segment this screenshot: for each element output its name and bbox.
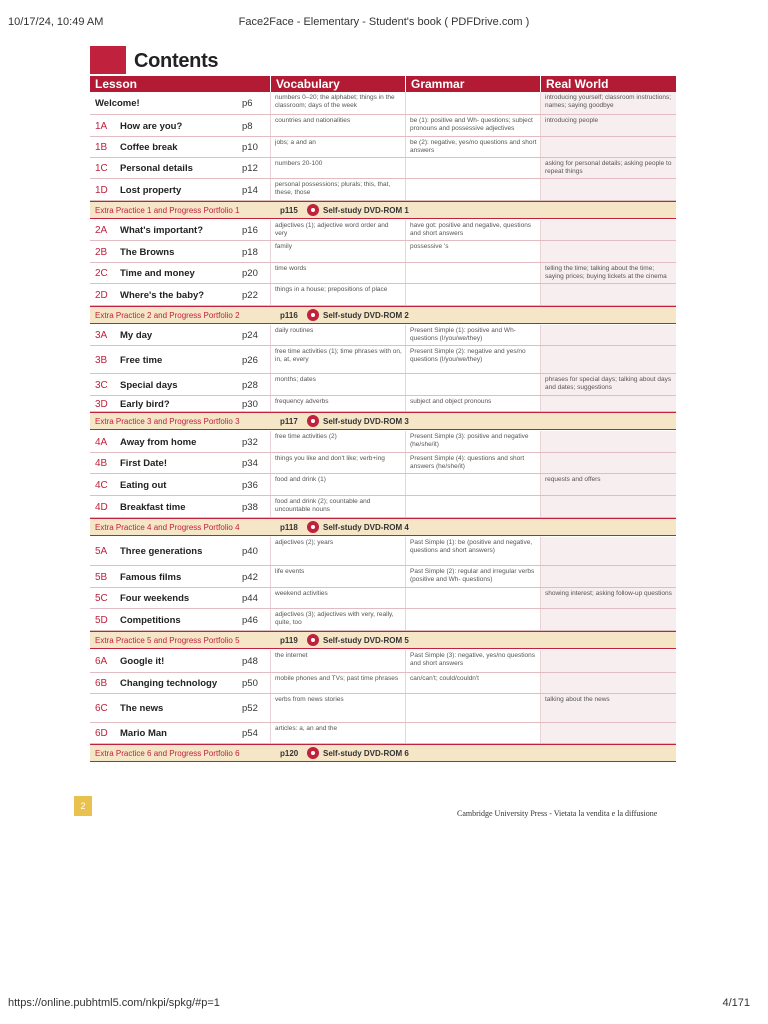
grammar-cell: be (2): negative, yes/no questions and short answers [405,137,540,157]
lesson-page: p46 [242,615,258,626]
lesson-title: Competitions [120,615,181,626]
real-world-cell [540,137,676,157]
grammar-cell [405,474,540,495]
grammar-cell: possessive 's [405,241,540,262]
lesson-title: What's important? [120,225,204,236]
lesson-code: 6B [95,678,108,689]
lesson-page: p32 [242,437,258,448]
header-real-world: Real World [540,76,676,92]
page-url: https://online.pubhtml5.com/nkpi/spkg/#p=1 [8,997,220,1009]
real-world-cell: requests and offers [540,474,676,495]
lesson-page: p38 [242,502,258,513]
lesson-code: 5A [95,546,108,557]
lesson-page: p52 [242,703,258,714]
grammar-cell [405,694,540,722]
vocabulary-cell: food and drink (1) [270,474,405,495]
vocabulary-cell: jobs; a and an [270,137,405,157]
lesson-code: 4D [95,502,108,513]
lesson-page: p22 [242,290,258,301]
lesson-code: 3A [95,330,108,341]
lesson-row [90,431,676,453]
lesson-title: Personal details [120,163,193,174]
lesson-title: Welcome! [95,98,140,109]
dvd-rom-label: Self-study DVD-ROM 5 [323,636,409,645]
lesson-code: 1D [95,185,108,196]
real-world-cell [540,241,676,262]
vocabulary-cell: life events [270,566,405,587]
dvd-icon [307,415,319,427]
lesson-page: p40 [242,546,258,557]
dvd-icon [307,747,319,759]
extra-practice-page: p120 [280,749,299,758]
real-world-cell [540,220,676,240]
grammar-cell [405,92,540,114]
vocabulary-cell: things you like and don't like; verb+ing [270,453,405,473]
lesson-code: 5C [95,593,108,604]
lesson-code: 6C [95,703,108,714]
lesson-row [90,396,676,412]
grammar-cell: have got: positive and negative, questions and short answers [405,220,540,240]
lesson-title: Mario Man [120,728,167,739]
document-title: Face2Face - Elementary - Student's book ( PDFDrive.com ) [238,16,530,28]
vocabulary-cell: free time activities (1); time phrases with on, in, at, every [270,346,405,373]
lesson-code: 2B [95,247,108,258]
grammar-cell: Present Simple (1): positive and Wh- questions (I/you/we/they) [405,325,540,345]
extra-practice-row [90,412,676,430]
vocabulary-cell: numbers 0–20; the alphabet; things in the classroom; days of the week [270,92,405,114]
dvd-rom-label: Self-study DVD-ROM 4 [323,523,409,532]
dvd-rom-label: Self-study DVD-ROM 6 [323,749,409,758]
lesson-code: 3B [95,355,108,366]
real-world-cell [540,673,676,693]
lesson-code: 2C [95,268,108,279]
lesson-page: p16 [242,225,258,236]
vocabulary-cell: verbs from news stories [270,694,405,722]
lesson-row [90,566,676,588]
extra-practice-page: p115 [280,206,298,215]
page-number-badge: 2 [74,796,92,816]
dvd-rom-label: Self-study DVD-ROM 1 [323,206,409,215]
extra-practice-label: Extra Practice 6 and Progress Portfolio 6 [95,749,240,758]
dvd-icon [307,204,319,216]
lesson-page: p28 [242,380,258,391]
lesson-row [90,346,676,374]
browser-print-footer [0,990,768,1024]
lesson-page: p18 [242,247,258,258]
grammar-cell [405,158,540,178]
grammar-cell [405,374,540,395]
lesson-page: p42 [242,572,258,583]
grammar-cell: Past Simple (3): negative, yes/no questions and short answers [405,650,540,672]
vocabulary-cell: food and drink (2); countable and uncountable nouns [270,496,405,517]
real-world-cell [540,566,676,587]
grammar-cell: Past Simple (2): regular and irregular verbs (positive and Wh- questions) [405,566,540,587]
vocabulary-cell: months; dates [270,374,405,395]
extra-practice-label: Extra Practice 4 and Progress Portfolio 4 [95,523,240,532]
lesson-row [90,650,676,673]
real-world-cell [540,453,676,473]
vocabulary-cell: adjectives (1); adjective word order and very [270,220,405,240]
lesson-page: p30 [242,399,258,410]
extra-practice-row [90,631,676,649]
lesson-row [90,158,676,179]
extra-practice-page: p116 [280,311,298,320]
lesson-row [90,588,676,609]
lesson-title: Four weekends [120,593,190,604]
lesson-row [90,474,676,496]
lesson-row [90,453,676,474]
grammar-cell: subject and object pronouns [405,396,540,411]
vocabulary-cell: family [270,241,405,262]
lesson-code: 3C [95,380,108,391]
real-world-cell: introducing yourself; classroom instructions; names; saying goodbye [540,92,676,114]
grammar-cell [405,179,540,200]
header-lesson: Lesson [95,77,138,91]
print-datetime: 10/17/24, 10:49 AM [8,16,104,28]
print-page-count: 4/171 [722,997,750,1009]
extra-practice-page: p119 [280,636,298,645]
header-vocabulary: Vocabulary [270,76,405,92]
dvd-rom-label: Self-study DVD-ROM 3 [323,417,409,426]
grammar-cell: be (1): positive and Wh- questions; subject pronouns and possessive adjectives [405,115,540,136]
lesson-title: Three generations [120,546,203,557]
lesson-row [90,284,676,306]
publisher-note: Cambridge University Press - Vietata la vendita e la diffusione [457,809,658,818]
grammar-cell [405,609,540,630]
grammar-cell: Present Simple (2): negative and yes/no questions (I/you/we/they) [405,346,540,373]
page-title: Contents [134,50,219,72]
grammar-cell [405,723,540,743]
lesson-row [90,179,676,201]
grammar-cell: Present Simple (3): positive and negative (he/she/it) [405,431,540,452]
lesson-row [90,115,676,137]
real-world-cell [540,496,676,517]
real-world-cell [540,346,676,373]
browser-print-header [0,0,768,40]
real-world-cell [540,431,676,452]
lesson-code: 5B [95,572,108,583]
lesson-row [90,723,676,744]
lesson-title: First Date! [120,458,167,469]
extra-practice-page: p117 [280,417,298,426]
lesson-title: Changing technology [120,678,218,689]
grammar-cell: can/can't; could/couldn't [405,673,540,693]
lesson-code: 1B [95,142,108,153]
lesson-row [90,609,676,631]
lesson-row [90,496,676,518]
real-world-cell: introducing people [540,115,676,136]
lesson-code: 2D [95,290,108,301]
lesson-row [90,537,676,566]
lesson-title: Breakfast time [120,502,186,513]
lesson-page: p26 [242,355,258,366]
extra-practice-page: p118 [280,523,298,532]
lesson-title: Google it! [120,656,165,667]
lesson-code: 4B [95,458,108,469]
lesson-page: p24 [242,330,258,341]
lesson-page: p36 [242,480,258,491]
extra-practice-row [90,744,676,762]
grammar-cell [405,588,540,608]
real-world-cell [540,650,676,672]
vocabulary-cell: mobile phones and TVs; past time phrases [270,673,405,693]
lesson-title: How are you? [120,121,183,132]
lesson-page: p6 [242,98,253,109]
real-world-cell [540,396,676,411]
real-world-cell: showing interest; asking follow-up questions [540,588,676,608]
lesson-page: p54 [242,728,258,739]
real-world-cell [540,537,676,565]
grammar-cell [405,496,540,517]
lesson-row [90,325,676,346]
lesson-title: Special days [120,380,178,391]
lesson-page: p12 [242,163,258,174]
contents-title-bar [90,46,676,74]
lesson-code: 2A [95,225,108,236]
lesson-title: My day [120,330,153,341]
real-world-cell: telling the time; talking about the time; saying prices; buying tickets at the cinema [540,263,676,283]
lesson-row [90,220,676,241]
vocabulary-cell: articles: a, an and the [270,723,405,743]
vocabulary-cell: free time activities (2) [270,431,405,452]
lesson-code: 1C [95,163,108,174]
lesson-page: p44 [242,593,258,604]
lesson-title: The news [120,703,164,714]
vocabulary-cell: daily routines [270,325,405,345]
contents-page [90,46,676,826]
real-world-cell [540,179,676,200]
lesson-page: p8 [242,121,253,132]
grammar-cell [405,284,540,305]
vocabulary-cell: weekend activities [270,588,405,608]
lesson-page: p34 [242,458,258,469]
lesson-code: 3D [95,399,108,410]
lesson-code: 6A [95,656,108,667]
lesson-code: 4A [95,437,108,448]
lesson-code: 5D [95,615,108,626]
vocabulary-cell: things in a house; prepositions of place [270,284,405,305]
grammar-cell: Present Simple (4): questions and short answers (he/she/it) [405,453,540,473]
title-color-block [90,46,126,74]
table-header [90,76,676,92]
header-grammar: Grammar [405,76,540,92]
lesson-page: p48 [242,656,258,667]
dvd-icon [307,521,319,533]
lesson-page: p10 [242,142,258,153]
vocabulary-cell: adjectives (2); years [270,537,405,565]
grammar-cell [405,263,540,283]
vocabulary-cell: adjectives (3); adjectives with very, really, quite, too [270,609,405,630]
real-world-cell [540,723,676,743]
lesson-title: Time and money [120,268,195,279]
extra-practice-label: Extra Practice 2 and Progress Portfolio 2 [95,311,240,320]
dvd-rom-label: Self-study DVD-ROM 2 [323,311,409,320]
lesson-title: Early bird? [120,399,170,410]
lesson-page: p14 [242,185,258,196]
vocabulary-cell: numbers 20-100 [270,158,405,178]
extra-practice-row [90,306,676,324]
lesson-row [90,694,676,723]
lesson-title: Famous films [120,572,182,583]
real-world-cell: asking for personal details; asking people to repeat things [540,158,676,178]
real-world-cell [540,284,676,305]
lesson-code: 6D [95,728,108,739]
extra-practice-row [90,518,676,536]
vocabulary-cell: the internet [270,650,405,672]
extra-practice-label: Extra Practice 1 and Progress Portfolio 1 [95,206,240,215]
extra-practice-row [90,201,676,219]
real-world-cell [540,609,676,630]
lesson-title: Lost property [120,185,182,196]
lesson-title: The Browns [120,247,175,258]
dvd-icon [307,309,319,321]
vocabulary-cell: personal possessions; plurals; this, that, these, those [270,179,405,200]
lesson-page: p20 [242,268,258,279]
lesson-code: 4C [95,480,108,491]
real-world-cell [540,325,676,345]
lesson-title: Where's the baby? [120,290,205,301]
extra-practice-label: Extra Practice 3 and Progress Portfolio 3 [95,417,240,426]
lesson-title: Coffee break [120,142,178,153]
vocabulary-cell: time words [270,263,405,283]
lesson-code: 1A [95,121,108,132]
lesson-row [90,137,676,158]
extra-practice-label: Extra Practice 5 and Progress Portfolio 5 [95,636,240,645]
lesson-row [90,92,676,115]
lesson-title: Free time [120,355,163,366]
lesson-row [90,673,676,694]
vocabulary-cell: frequency adverbs [270,396,405,411]
lesson-page: p50 [242,678,258,689]
lesson-row [90,241,676,263]
real-world-cell: talking about the news [540,694,676,722]
real-world-cell: phrases for special days; talking about days and dates; suggestions [540,374,676,395]
lesson-row [90,374,676,396]
lesson-title: Eating out [120,480,167,491]
lesson-title: Away from home [120,437,197,448]
grammar-cell: Past Simple (1): be (positive and negative, questions and short answers) [405,537,540,565]
lesson-row [90,263,676,284]
dvd-icon [307,634,319,646]
vocabulary-cell: countries and nationalities [270,115,405,136]
